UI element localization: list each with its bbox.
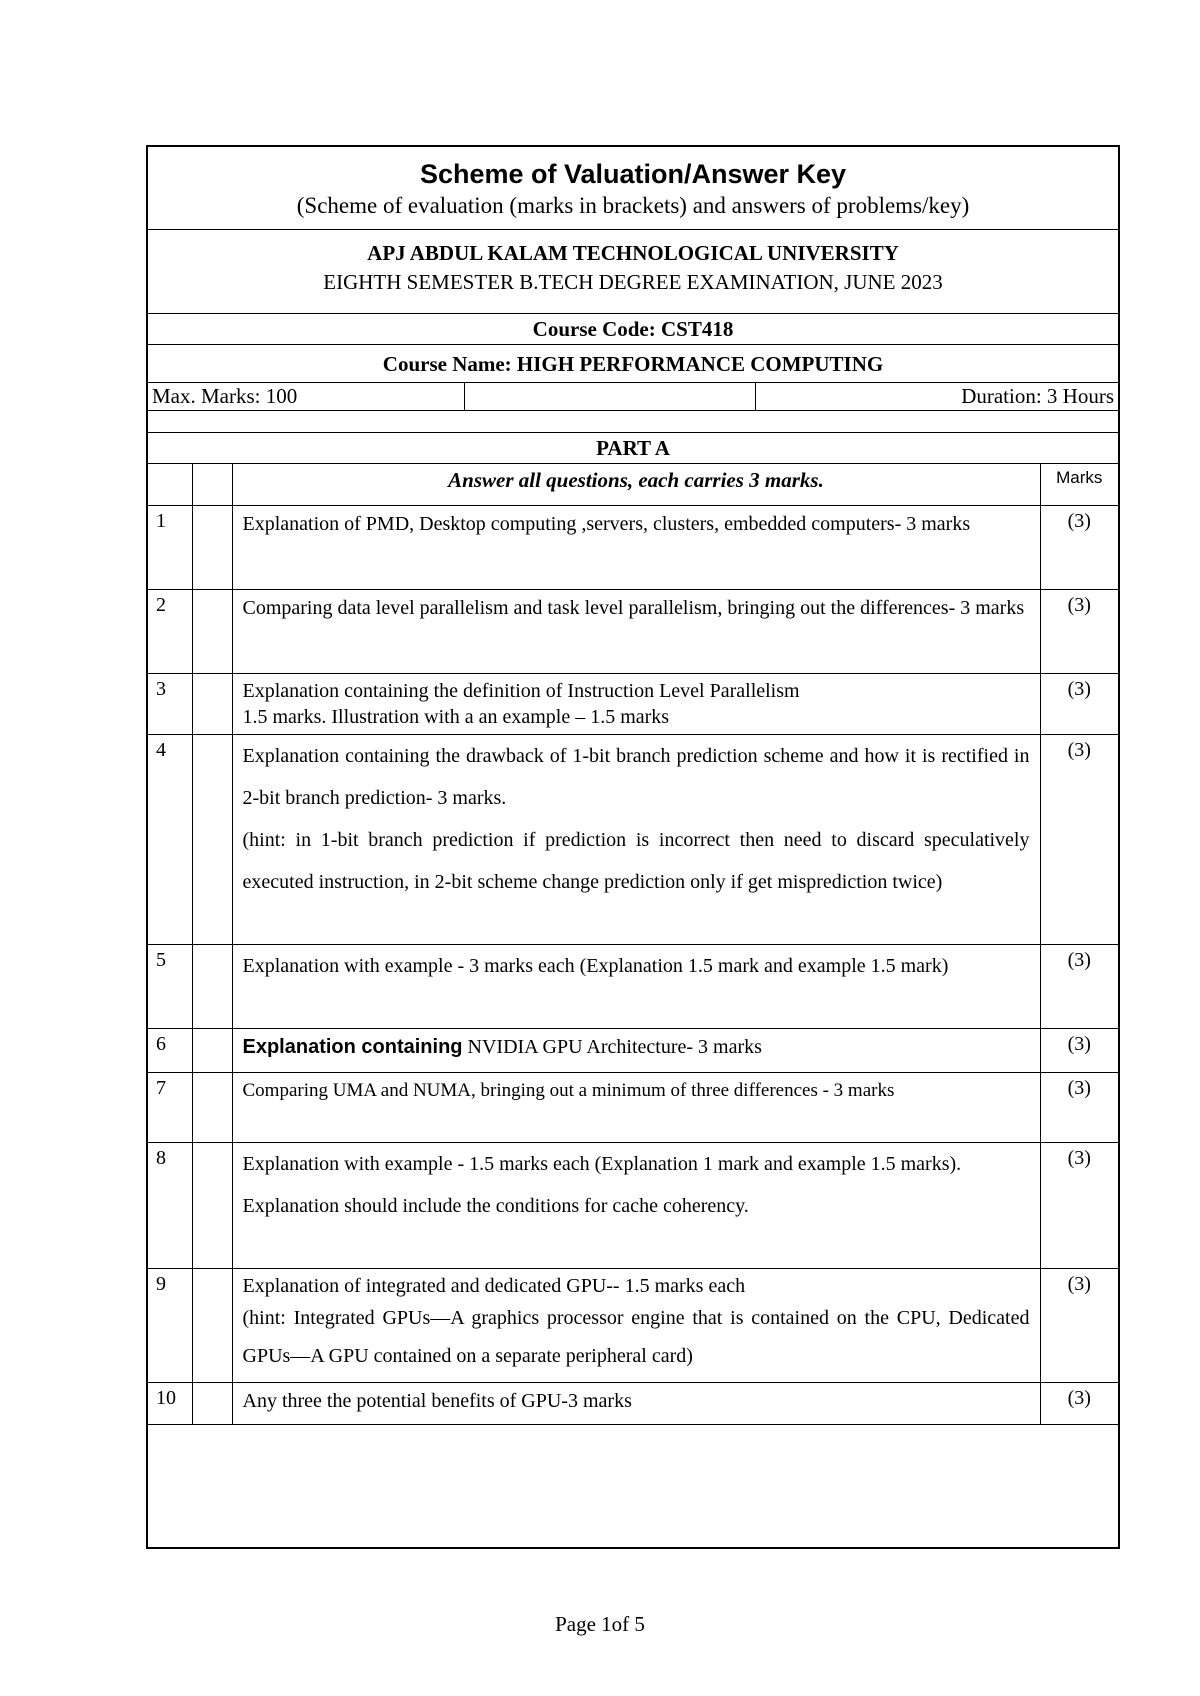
question-text: Explanation containing the definition of Instruction Level Parallelism (242, 679, 800, 702)
question-row (148, 1268, 1118, 1382)
question-text-bold: Explanation containing (242, 1035, 463, 1058)
max-marks: Max. Marks: 100 (148, 383, 465, 410)
question-number: 5 (148, 944, 192, 1028)
question-text: NVIDIA GPU Architecture- 3 marks (462, 1035, 762, 1058)
course-name: Course Name: HIGH PERFORMANCE COMPUTING (148, 344, 1118, 382)
question-hint: (hint: Integrated GPUs—A graphics processor engine that is contained on the CPU, Dedicated GPUs—A GPU contained on a separate peripheral card) (242, 1306, 1030, 1367)
question-row (148, 673, 1118, 734)
part-a-title: PART A (148, 432, 1118, 463)
question-row (148, 1142, 1118, 1268)
question-text: Explanation of integrated and dedicated GPU-- 1.5 marks each (242, 1274, 746, 1297)
question-text: Comparing UMA and NUMA, bringing out a minimum of three differences - 3 marks (232, 1072, 1040, 1142)
question-marks: (3) (1040, 1028, 1118, 1072)
question-text: Explanation with example - 3 marks each (Explanation 1.5 mark and example 1.5 mark) (232, 944, 1040, 1028)
question-marks: (3) (1040, 1142, 1118, 1268)
spacer-row (148, 410, 1118, 432)
answer-key-frame (146, 145, 1120, 1549)
document-title: Scheme of Valuation/Answer Key (419, 159, 847, 189)
university-row (148, 229, 1118, 313)
question-number: 6 (148, 1028, 192, 1072)
question-text: Explanation containing the drawback of 1-bit branch prediction scheme and how it is rectified in 2-bit branch prediction- 3 marks. (242, 744, 1030, 809)
question-row (148, 1382, 1118, 1424)
question-number: 7 (148, 1072, 192, 1142)
question-number: 8 (148, 1142, 192, 1268)
question-row (148, 505, 1118, 589)
question-text-continued: 1.5 marks. Illustration with a an example – 1.5 marks (242, 705, 670, 728)
duration: Duration: 3 Hours (961, 383, 1115, 408)
blank-bottom-row (148, 1424, 1118, 1536)
question-row (148, 1028, 1118, 1072)
question-row (148, 1072, 1118, 1142)
question-marks: (3) (1040, 734, 1118, 944)
question-number: 9 (148, 1268, 192, 1382)
question-text: Any three the potential benefits of GPU-3 marks (232, 1382, 1040, 1424)
answer-key-table (148, 147, 1118, 1536)
title-row (148, 147, 1118, 229)
question-hint: (hint: in 1-bit branch prediction if prediction is incorrect then need to discard speculatively executed instruction, in 2-bit scheme change prediction only if get misprediction twice) (242, 828, 1030, 893)
question-marks: (3) (1040, 1268, 1118, 1382)
question-marks: (3) (1040, 1072, 1118, 1142)
marks-column-header: Marks (1040, 463, 1118, 505)
question-text-continued: Explanation should include the conditions for cache coherency. (242, 1194, 749, 1217)
question-number: 3 (148, 673, 192, 734)
page-number: Page 1of 5 (555, 1612, 645, 1636)
question-marks: (3) (1040, 505, 1118, 589)
question-text: Explanation of PMD, Desktop computing ,servers, clusters, embedded computers- 3 marks (232, 505, 1040, 589)
blank-meta-cell (465, 383, 756, 410)
university-name: APJ ABDUL KALAM TECHNOLOGICAL UNIVERSITY (367, 240, 899, 265)
course-code: Course Code: CST418 (148, 313, 1118, 344)
marks-duration-row (148, 382, 1118, 410)
question-number: 2 (148, 589, 192, 673)
question-marks: (3) (1040, 673, 1118, 734)
document-subtitle: (Scheme of evaluation (marks in brackets) and answers of problems/key) (296, 193, 970, 218)
question-number: 1 (148, 505, 192, 589)
question-number: 10 (148, 1382, 192, 1424)
question-marks: (3) (1040, 1382, 1118, 1424)
question-row (148, 944, 1118, 1028)
part-a-instruction: Answer all questions, each carries 3 marks. (232, 463, 1040, 505)
question-row (148, 589, 1118, 673)
exam-name: EIGHTH SEMESTER B.TECH DEGREE EXAMINATION, JUNE 2023 (323, 269, 943, 294)
question-marks: (3) (1040, 944, 1118, 1028)
question-row (148, 734, 1118, 944)
course-name-row (148, 344, 1118, 382)
question-marks: (3) (1040, 589, 1118, 673)
question-number: 4 (148, 734, 192, 944)
instruction-row (148, 463, 1118, 505)
course-code-row (148, 313, 1118, 344)
question-text: Explanation with example - 1.5 marks each (Explanation 1 mark and example 1.5 marks). (242, 1152, 962, 1175)
part-a-row (148, 432, 1118, 463)
question-text: Comparing data level parallelism and task level parallelism, bringing out the differences- 3 marks (232, 589, 1040, 673)
